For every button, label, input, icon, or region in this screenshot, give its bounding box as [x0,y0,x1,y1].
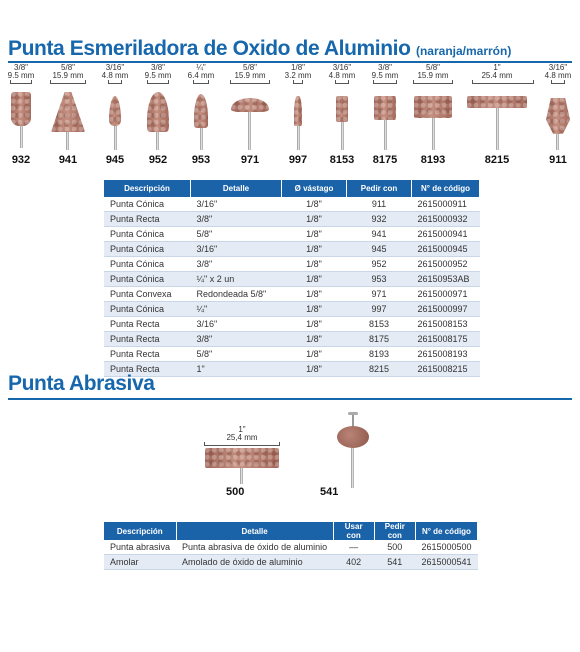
table-cell: Punta Cónica [104,302,191,317]
product-911 [533,64,580,85]
stone-941 [51,92,85,132]
code-952: 952 [148,154,168,166]
dim-mm: 4.8 mm [544,71,572,80]
stone-8175 [374,96,396,120]
title-main: Punta Esmeriladora de Oxido de Aluminio [8,37,411,60]
table-cell: 941 [347,227,412,242]
table-cell: 952 [347,257,412,272]
code-541: 541 [320,486,339,498]
table-cell: ¼" [191,302,282,317]
shaft-941 [66,132,69,150]
dim-inch: 5/8" [426,63,440,72]
product-941 [43,64,93,85]
table-cell: 2615000945 [412,242,480,257]
code-8215: 8215 [484,154,510,166]
table-cell: Punta Cónica [104,257,191,272]
table-cell: 2615008175 [412,332,480,347]
product-500 [204,426,280,447]
col-descripcion: Descripción [104,180,191,197]
shaft-8215 [496,108,499,150]
stone-953 [194,94,208,128]
code-997: 997 [288,154,308,166]
dim-mm: 9.5 mm [7,71,35,80]
table-cell: 945 [347,242,412,257]
table-header-row [104,180,480,197]
stone-8215 [467,96,527,108]
table-cell: 953 [347,272,412,287]
dim-inch: 3/16" [548,63,568,72]
col-codigo: N° de código [412,180,480,197]
product-8193 [408,64,458,85]
table-cell: Redondeada 5/8" [191,287,282,302]
table-cell: 1/8" [282,317,347,332]
col-usar-con: Usar con [333,522,374,540]
shaft-932 [20,126,23,148]
shaft-500 [240,468,243,484]
shaft-997 [297,126,300,150]
table-cell: Punta Recta [104,347,191,362]
product-8215 [472,64,522,85]
table-cell: 541 [374,555,415,570]
table-cell: 26150953AB [412,272,480,287]
table-cell: Punta Recta [104,212,191,227]
code-945: 945 [105,154,125,166]
code-941: 941 [58,154,78,166]
table-cell: 2615000932 [412,212,480,227]
table-cell: 2615000997 [412,302,480,317]
product-971 [225,64,275,85]
code-8175: 8175 [372,154,398,166]
dimension-line [108,80,122,84]
code-953: 953 [191,154,211,166]
shaft-971 [248,112,251,150]
title-rule [8,61,572,63]
section-rule [8,398,572,400]
dim-mm: 25.4 mm [481,71,513,80]
table-row [104,347,480,362]
stone-997 [294,96,302,126]
product-8175 [360,64,410,85]
table-cell: 2615008153 [412,317,480,332]
stone-932 [11,92,31,126]
col-vastago: Ø vástago [282,180,347,197]
table-cell: 2615000500 [415,540,477,555]
shaft-945 [114,126,117,150]
table-row [104,212,480,227]
table-cell: 1/8" [282,287,347,302]
table-cell: — [333,540,374,555]
table-cell: 1/8" [282,197,347,212]
shaft-952 [156,132,159,150]
table-row [104,242,480,257]
table-row [104,287,480,302]
table-cell: 5/8" [191,227,282,242]
dimension-line [293,80,303,84]
code-8153: 8153 [329,154,355,166]
table-cell: 1/8" [282,257,347,272]
table-cell: 3/8" [191,212,282,227]
product-strip [0,64,580,174]
dimension-line [193,80,209,84]
dim-inch: 1/8" [291,63,305,72]
dim-inch: 1" [238,425,246,434]
dim-inch: 5/8" [243,63,257,72]
col-codigo: N° de código [415,522,477,540]
col-detalle: Detalle [176,522,333,540]
table-cell: 1/8" [282,302,347,317]
col-detalle: Detalle [191,180,282,197]
dim-mm: 4.8 mm [101,71,129,80]
table-cell: Amolado de óxido de aluminio [176,555,333,570]
table-cell: Punta Recta [104,317,191,332]
dimension-line [472,80,534,84]
table-row [104,362,480,377]
col-descripcion: Descripción [104,522,176,540]
table-cell: 8193 [347,347,412,362]
dim-mm: 15.9 mm [417,71,449,80]
product-932 [0,64,46,85]
stone-8193 [414,96,452,118]
dim-mm: 9.5 mm [144,71,172,80]
table-cell: 971 [347,287,412,302]
col-pedir-con: Pedir con [347,180,412,197]
table-cell: 402 [333,555,374,570]
table-cell: Punta Recta [104,362,191,377]
spec-table [104,180,480,377]
shaft-8193 [432,118,435,150]
table-row [104,272,480,287]
table-cell: 8215 [347,362,412,377]
table-cell: Punta Convexa [104,287,191,302]
table-row [104,540,478,555]
table-cell: 2615000541 [415,555,477,570]
table-cell: Punta Cónica [104,227,191,242]
table-cell: 1" [191,362,282,377]
title-subtitle: (naranja/marrón) [415,44,512,58]
table-cell: Punta Recta [104,332,191,347]
table-cell: Punta abrasiva [104,540,176,555]
table-row [104,332,480,347]
page-title [8,37,511,61]
abrasive-table [104,522,478,570]
table-cell: 2615000971 [412,287,480,302]
dim-inch: 3/16" [105,63,125,72]
dim-mm: 4.8 mm [328,71,356,80]
code-911: 911 [549,154,567,166]
dim-mm: 15.9 mm [234,71,266,80]
table-cell: 1/8" [282,227,347,242]
table-cell: 1/8" [282,272,347,287]
stone-911 [546,98,570,134]
table-cell: 1/8" [282,242,347,257]
code-500: 500 [226,486,245,498]
table-cell: 500 [374,540,415,555]
stone-952 [147,92,169,132]
stone-971 [231,98,269,112]
stone-8153 [336,96,348,122]
col-pedir-con: Pedir con [374,522,415,540]
table-cell: Punta Cónica [104,197,191,212]
table-cell: Punta Cónica [104,272,191,287]
stone-541 [337,426,369,448]
table-header-row [104,522,478,540]
table-row [104,317,480,332]
shaft-8153 [341,122,344,150]
table-cell: 1/8" [282,212,347,227]
shaft-953 [200,128,203,150]
dimension-line [551,80,565,84]
dim-mm: 3.2 mm [284,71,312,80]
table-cell: 2615008193 [412,347,480,362]
shaft-911 [556,134,559,150]
table-row [104,257,480,272]
dimension-line [413,80,453,84]
table-row [104,227,480,242]
shaft-8175 [384,120,387,150]
table-row [104,197,480,212]
table-cell: 3/16" [191,317,282,332]
dimension-line [10,80,32,84]
table-cell: 8153 [347,317,412,332]
table-cell: 2615000941 [412,227,480,242]
table-cell: 2615008215 [412,362,480,377]
table-cell: 3/16" [191,197,282,212]
code-932: 932 [11,154,31,166]
table-cell: Punta abrasiva de óxido de aluminio [176,540,333,555]
table-cell: 3/8" [191,257,282,272]
dim-mm: 25,4 mm [226,433,258,442]
table-cell: Punta Cónica [104,242,191,257]
table-row [104,302,480,317]
table-cell: Amolar [104,555,176,570]
dim-inch: 3/8" [378,63,392,72]
table-cell: 8175 [347,332,412,347]
dimension-line [230,80,270,84]
dimension-line [147,80,169,84]
dim-inch: 3/16" [332,63,352,72]
section-title: Punta Abrasiva [8,372,155,395]
table-cell: 5/8" [191,347,282,362]
dim-inch: 5/8" [61,63,75,72]
dimension-line [50,80,86,84]
dim-inch: 1" [493,63,501,72]
dim-mm: 9.5 mm [371,71,399,80]
stone-500 [205,448,279,468]
product-953 [176,64,226,85]
table-cell: 1/8" [282,362,347,377]
code-8193: 8193 [420,154,446,166]
table-cell: 997 [347,302,412,317]
dim-inch: ¼" [196,63,206,72]
dimension-line [204,442,280,446]
dim-mm: 6.4 mm [187,71,215,80]
code-971: 971 [240,154,260,166]
shaft-541 [351,448,354,488]
table-cell: 1/8" [282,332,347,347]
table-cell: 911 [347,197,412,212]
dim-mm: 15.9 mm [52,71,84,80]
table-cell: 2615000911 [412,197,480,212]
stone-945 [109,96,121,126]
dim-inch: 3/8" [151,63,165,72]
table-cell: 3/8" [191,332,282,347]
dim-inch: 3/8" [14,63,28,72]
table-cell: 2615000952 [412,257,480,272]
table-cell: 3/16" [191,242,282,257]
table-cell: 932 [347,212,412,227]
table-cell: ¼" x 2 un [191,272,282,287]
product-997 [273,64,323,85]
table-cell: 1/8" [282,347,347,362]
table-row [104,555,478,570]
dimension-line [335,80,349,84]
dimension-line [373,80,397,84]
